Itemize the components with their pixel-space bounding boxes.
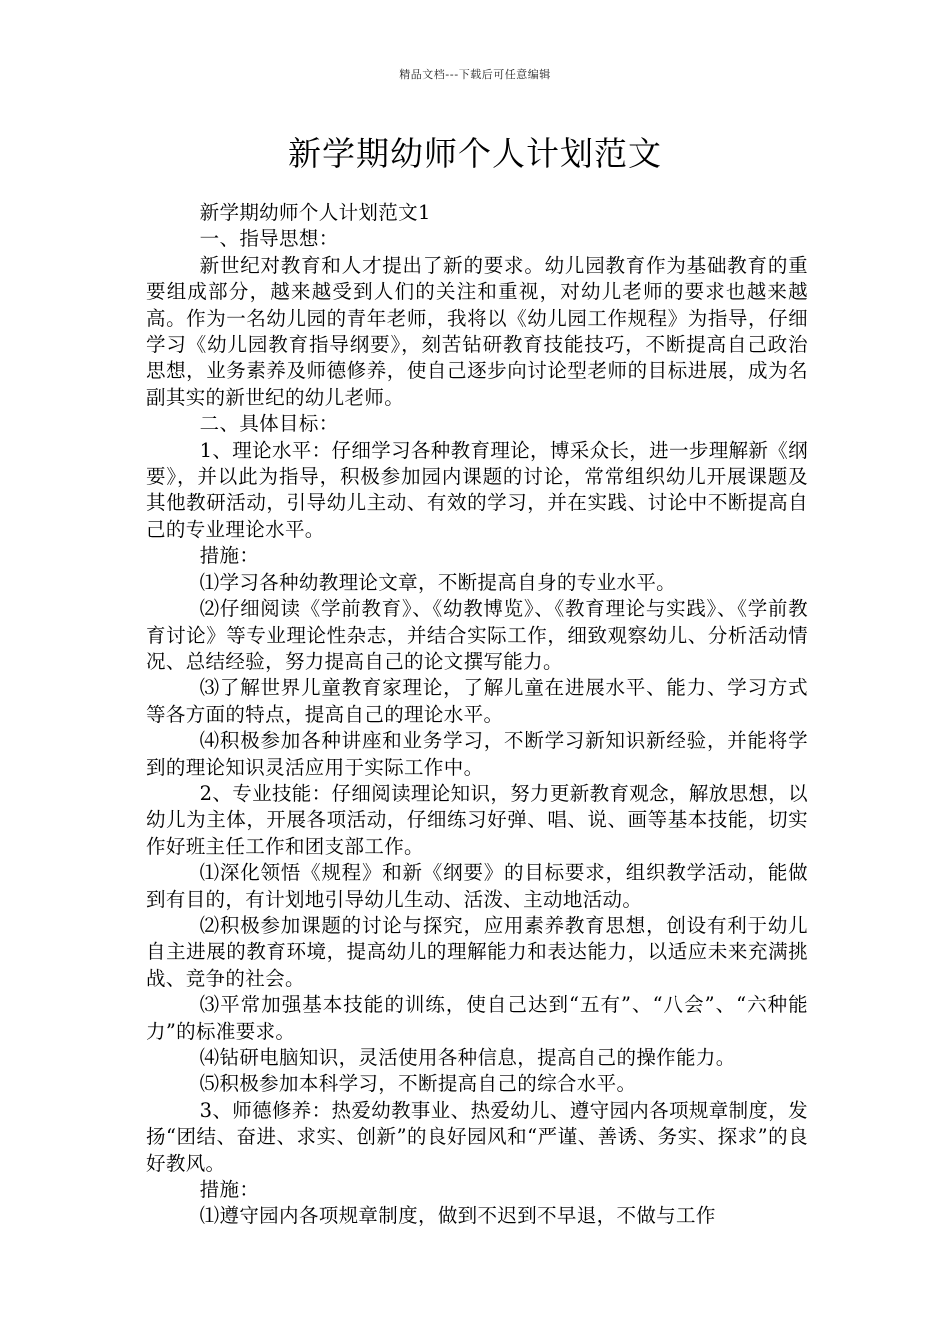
paragraph: 措施：	[199, 544, 260, 568]
document-body	[146, 200, 808, 1230]
paragraph: 1、理论水平：仔细学习各种教育理论，博采众长，进一步理解新《纲要》，并以此为指导，积极参加园内课题的讨论，常常组织幼儿开展课题及其他教研活动，引导幼儿主动、有效的学习，并在实践、讨论中不断提高自己的专业理论水平。	[146, 438, 808, 541]
paragraph: ⑵仔细阅读《学前教育》、《幼教博览》、《教育理论与实践》、《学前教育讨论》等专业理论性杂志，并结合实际工作，细致观察幼儿、分析活动情况、总结经验，努力提高自己的论文撰写能力。	[146, 597, 808, 673]
paragraph: 2、专业技能：仔细阅读理论知识，努力更新教育观念，解放思想，以幼儿为主体，开展各项活动，仔细练习好弹、唱、说、画等基本技能，切实作好班主任工作和团支部工作。	[146, 781, 808, 858]
paragraph: ⑶了解世界儿童教育家理论，了解儿童在进展水平、能力、学习方式等各方面的特点，提高自己的理论水平。	[146, 676, 808, 726]
paragraph: ⑵积极参加课题的讨论与探究，应用素养教育思想，创设有利于幼儿自主进展的教育环境，提高幼儿的理解能力和表达能力，以适应未来充满挑战、竞争的社会。	[146, 913, 808, 990]
document-title: 新学期幼师个人计划范文	[288, 134, 662, 173]
paragraph: 措施：	[199, 1178, 260, 1202]
paragraph: 新学期幼师个人计划范文1	[199, 201, 431, 224]
paragraph: 新世纪对教育和人才提出了新的要求。幼儿园教育作为基础教育的重要组成部分，越来越受到人们的关注和重视，对幼儿老师的要求也越来越高。作为一名幼儿园的青年老师，我将以《幼儿园工作规程》为指导，仔细学习《幼儿园教育指导纲要》，刻苦钻研教育技能技巧，不断提高自己政治思想，业务素养及师德修养，使自己逐步向讨论型老师的目标进展，成为名副其实的新世纪的幼儿老师。	[146, 253, 808, 409]
header-note: 精品文档---下载后可任意编辑	[399, 68, 551, 81]
paragraph: 3、师德修养：热爱幼教事业、热爱幼儿、遵守园内各项规章制度，发扬“团结、奋进、求实、创新”的良好园风和“严谨、善诱、务实、探求”的良好教风。	[146, 1098, 808, 1175]
paragraph: ⑶平常加强基本技能的训练，使自己达到“五有”、“八会”、“六种能力”的标准要求。	[146, 993, 808, 1043]
paragraph: 一、指导思想：	[199, 227, 339, 251]
paragraph: ⑴深化领悟《规程》和新《纲要》的目标要求，组织教学活动，能做到有目的，有计划地引导幼儿生动、活泼、主动地活动。	[146, 861, 808, 911]
paragraph: 二、具体目标：	[199, 412, 339, 436]
paragraph: ⑷积极参加各种讲座和业务学习，不断学习新知识新经验，并能将学到的理论知识灵活应用于实际工作中。	[146, 729, 808, 779]
paragraph: ⑴遵守园内各项规章制度，做到不迟到不早退，不做与工作	[199, 1204, 716, 1228]
paragraph: ⑸积极参加本科学习，不断提高自己的综合水平。	[199, 1072, 637, 1096]
paragraph: ⑴学习各种幼教理论文章，不断提高自身的专业水平。	[199, 570, 677, 594]
paragraph: ⑷钻研电脑知识，灵活使用各种信息，提高自己的操作能力。	[199, 1046, 736, 1069]
